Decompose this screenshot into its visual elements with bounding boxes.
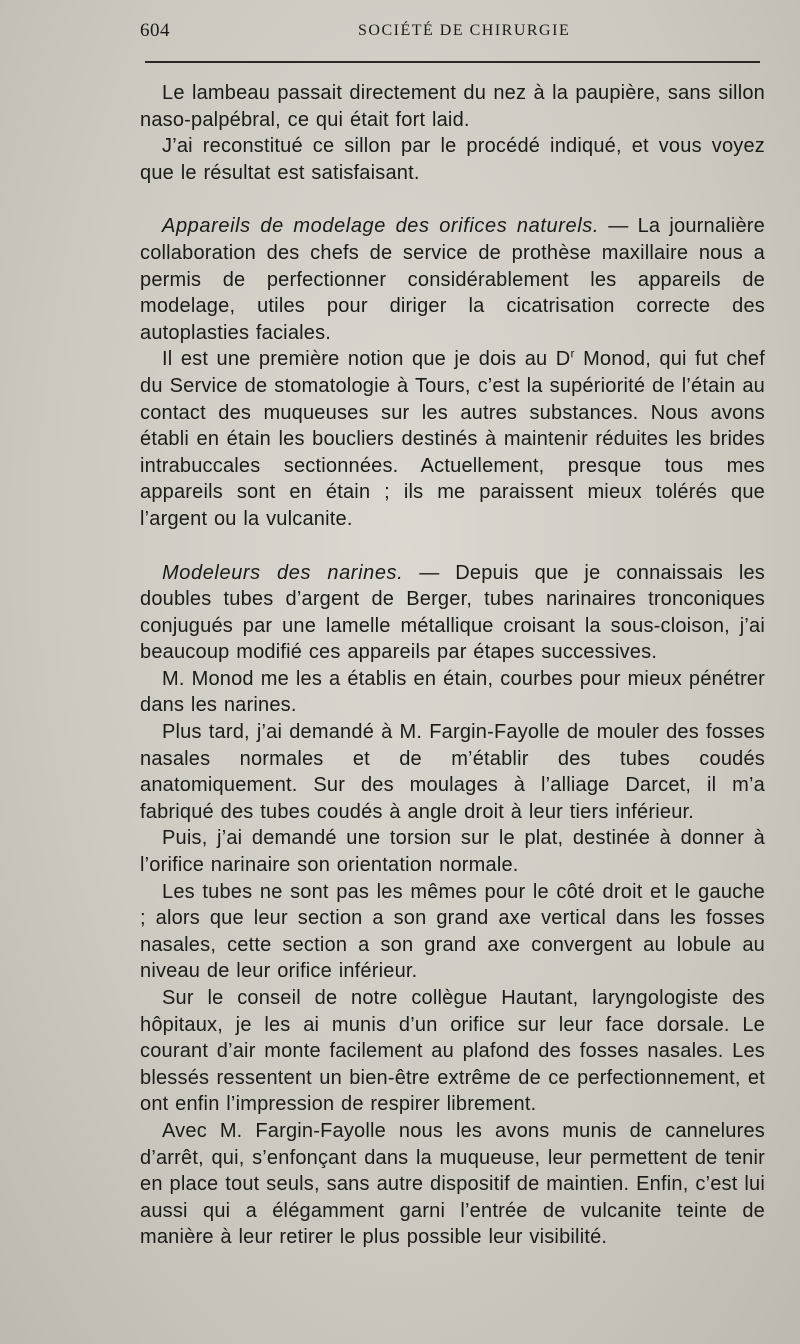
paragraph	[140, 985, 765, 1118]
paragraph	[140, 1118, 765, 1251]
paragraph-text: M. Monod me les a établis en étain, courbes pour mieux pénétrer dans les narines.	[140, 667, 765, 717]
section-paragraph	[140, 560, 765, 666]
paragraph	[140, 133, 765, 186]
paragraph-text: Sur le conseil de notre collègue Hautant, laryngologiste des hôpitaux, je les ai munis d’un orifice sur leur face dorsale. Le courant d’air monte facilement au plafond des fosses nasales. Les blessés ressentent un bien-être extrême de ce perfectionnement, et ont enfin l’impression de respirer librement.	[140, 987, 765, 1116]
paragraph-text: Le lambeau passait directement du nez à la paupière, sans sillon naso-palpébral, ce qui était fort laid.	[140, 82, 765, 131]
paragraph	[140, 80, 765, 133]
paragraph-text: J’ai reconstitué ce sillon par le procédé indiqué, et vous voyez que le résultat est satisfaisant.	[140, 135, 765, 184]
section-heading: Modeleurs des narines.	[162, 561, 404, 584]
paragraph-text: Puis, j’ai demandé une torsion sur le plat, destinée à donner à l’orifice narinaire son orientation normale.	[140, 827, 765, 877]
paragraph-text: Les tubes ne sont pas les mêmes pour le côté droit et le gauche ; alors que leur section a son grand axe vertical dans les fosses nasales, cette section a son grand axe convergent au lobule au niveau de leur orifice inférieur.	[140, 880, 765, 983]
paragraph	[140, 719, 765, 825]
body-text	[140, 80, 765, 1251]
page-number: 604	[140, 20, 170, 41]
paragraph-text: Monod, qui fut chef du Service de stomatologie à Tours, c’est la supériorité de l’étain au contact des muqueuses sur les autres substances. Nous avons établi en étain les boucliers destinés à maintenir réduites les brides intrabuccales sectionnées. Actuellement, presque tous mes appareils sont en étain ; ils me paraissent mieux tolérés que l’argent ou la vulcanite.	[140, 348, 765, 530]
running-title: SOCIÉTÉ DE CHIRURGIE	[358, 22, 571, 39]
header-rule	[145, 61, 760, 63]
paragraph	[140, 825, 765, 878]
paragraph-text: Il est une première notion que je dois au D	[162, 348, 571, 371]
paragraph-text: Avec M. Fargin-Fayolle nous les avons munis de cannelures d’arrêt, qui, s’enfonçant dans la muqueuse, leur permettent de tenir en place tout seuls, sans autre dispositif de maintien. Enfin, c’est lui aussi qui a élégamment garni l’entrée de vulcanite teinte de manière à leur retirer le plus possible leur visibilité.	[140, 1119, 765, 1249]
superscript-abbrev: r	[570, 346, 575, 361]
paragraph	[140, 666, 765, 719]
page-header	[140, 16, 760, 48]
paragraph-text: — La journalière collaboration des chefs de service de prothèse maxillaire nous a permis de perfectionner considérablement les appareils de modelage, utiles pour diriger la cicatrisation correcte des autoplasties faciales.	[140, 215, 765, 344]
paragraph	[140, 346, 765, 532]
paragraph	[140, 879, 765, 985]
paragraph-text: Plus tard, j’ai demandé à M. Fargin-Fayolle de mouler des fosses nasales normales et de m’établir des tubes coudés anatomiquement. Sur des moulages à l’alliage Darcet, il m’a fabriqué des tubes coudés à angle droit à leur tiers inférieur.	[140, 721, 765, 823]
section-paragraph	[140, 213, 765, 346]
paragraph-text: — Depuis que je connaissais les doubles tubes d’argent de Berger, tubes narinaires tronconiques conjugués par une lamelle métallique croisant la sous-cloison, j’ai beaucoup modifié ces appareils par étapes successives.	[140, 561, 766, 664]
section-heading: Appareils de modelage des orifices naturels.	[162, 215, 600, 238]
